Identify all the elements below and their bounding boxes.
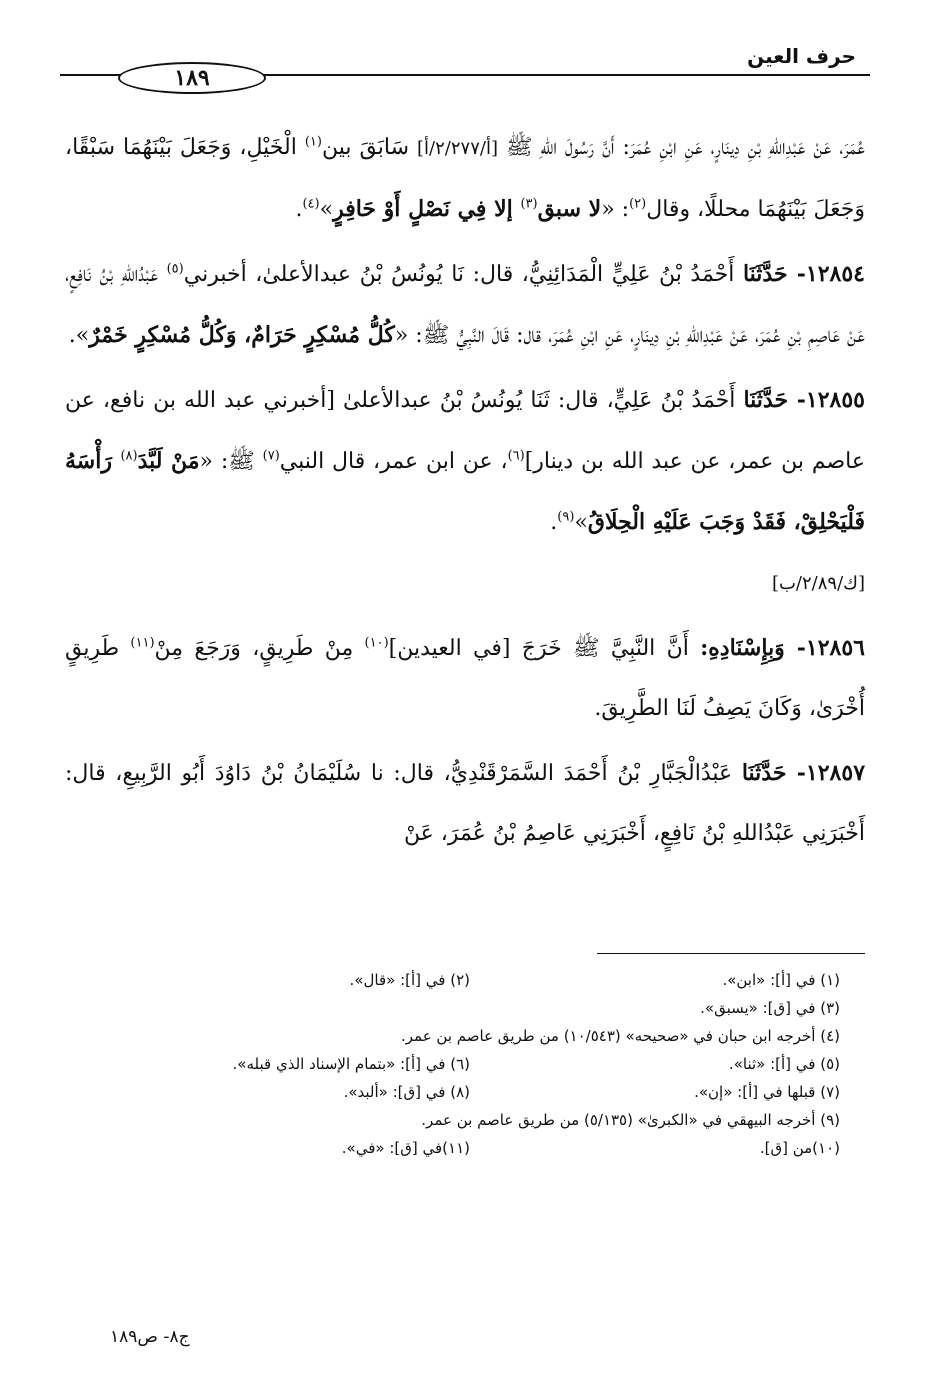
hadith-number: ١٢٨٥٤: [805, 261, 865, 287]
footnote-marker[interactable]: (٥): [166, 261, 184, 277]
chapter-title: حرف العين: [747, 44, 856, 68]
footnote-separator: [597, 953, 865, 954]
footnote-row: [140, 1078, 840, 1106]
manuscript-reference: [أ/٢/٢٧٧/أ]: [417, 138, 498, 159]
footnote-10: (١٠)من [ق].: [759, 1139, 840, 1157]
footnote-6: (٦) في [أ]: «بتمام الإسناد الذي قبله».: [232, 1055, 470, 1073]
main-text: [65, 118, 865, 864]
isnad-intro: - حَدَّثَنَا: [742, 261, 806, 287]
footnote-11: (١١)في [ق]: «في».: [341, 1139, 470, 1157]
text-run: .: [550, 510, 558, 535]
isnad-intro: - وَبِإِسْنَادِهِ:: [700, 635, 806, 661]
hadith-text: رَأْسَهُ فَلْيَحْلِقْ، فَقَدْ وَجَبَ عَلَيْهِ الْحِلَاقُ: [65, 448, 865, 535]
text-run: »: [574, 510, 588, 535]
text-run: سَابَقَ بين: [321, 135, 418, 160]
hadith-text: إلا فِي نَصْلٍ أَوْ حَافِرٍ: [333, 196, 521, 222]
hadith-text: مَنْ لَبَّدَ: [137, 448, 200, 474]
footnote-marker[interactable]: (٩): [557, 509, 575, 525]
footnote-5: (٥) في [أ]: «ثنا».: [728, 1055, 840, 1073]
hadith-12856: [65, 618, 865, 739]
manuscript-reference: [ك/٢/٨٩/ب]: [771, 573, 865, 594]
volume-page-footer: ج٨- ص١٨٩: [110, 1327, 190, 1347]
hadith-12857: [65, 743, 865, 864]
footnote-row: [140, 1050, 840, 1078]
footnote-row: [140, 1134, 840, 1162]
footnotes: [140, 966, 840, 1162]
hadith-text: لا سبق: [537, 196, 602, 222]
text-run: طَرِيقٍ أُخْرَىٰ، وَكَانَ يَصِفُ لَنَا الطَّرِيقَ.: [65, 636, 865, 721]
text-run: عَبْدُالْجَبَّارِ بْنُ أَحْمَدَ السَّمَرْقَنْدِيُّ، قال: نا سُلَيْمَانُ بْنُ دَاوُدَ أَبُو الرَّبِيعِ، قال: أَخْبَرَنِي عَبْدُاللهِ بْنُ نَافِعٍ، أَخْبَرَنِي عَاصِمُ بْنُ عُمَرَ، عَنْ: [65, 761, 865, 846]
footnote-1: (١) في [أ]: «ابن».: [722, 971, 840, 989]
footnote-4: (٤) أخرجه ابن حبان في «صحيحه» (١٠/٥٤٣) من طريق عاصم بن عمر.: [401, 1027, 840, 1045]
footnote-marker[interactable]: (٨): [120, 448, 138, 464]
text-run: عُمَرَ، عَنْ عَبْدِاللهِ بْنِ دِينَارٍ، عَنِ ابْنِ عُمَرَ: أَنَّ رَسُولَ اللهِ ﷺ: [497, 135, 865, 160]
text-run: عَبْدُاللهِ بْنُ نَافِعٍ، عَنْ عَاصِمِ بْنِ عُمَرَ، عَنْ عَبْدِاللهِ بْنِ دِينَارٍ، عَنِ ابْنِ عُمَرَ، قال: قَالَ النَّبِيُّ ﷺ: «: [65, 262, 865, 348]
text-run: أَحْمَدُ بْنُ عَلِيٍّ، قال: ثَنَا يُونُسُ بْنُ عبدالأعلىٰ [أخبرني عبد الله بن نافع، عن عاصم بن عمر، عن عبد الله بن دينار]: [65, 388, 866, 474]
hadith-12854: [65, 244, 865, 366]
footnote-9: (٩) أخرجه البيهقي في «الكبرىٰ» (٥/١٣٥) من طريق عاصم بن عمر.: [421, 1111, 840, 1129]
hadith-number: ١٢٨٥٧: [805, 760, 866, 786]
page-header: [60, 40, 870, 100]
text-run: ، عن ابن عمر، قال النبي: [279, 449, 508, 474]
text-run: .: [295, 197, 303, 222]
footnote-8: (٨) في [ق]: «ألبد».: [343, 1083, 470, 1101]
page-number-oval: ١٨٩: [118, 62, 266, 94]
isnad-intro: - حَدَّثَنَا: [743, 387, 806, 413]
footnote-marker[interactable]: (١): [304, 134, 322, 150]
hadith-text: كُلُّ مُسْكِرٍ حَرَامٌ، وَكُلُّ مُسْكِرٍ خَمْرٌ: [89, 322, 395, 348]
hadith-number: ١٢٨٥٥: [805, 387, 865, 413]
hadith-12855: [65, 370, 865, 614]
paragraph-continuation: [65, 118, 865, 240]
footnote-row: [140, 966, 840, 994]
text-run: أَحْمَدُ بْنُ عَلِيٍّ الْمَدَائِنِيُّ، قال: نَا يُونُسُ بْنُ عبدالأعلىٰ، أخبرني: [183, 262, 743, 287]
text-run: الْخَيْلِ، وَجَعَلَ بَيْنَهُمَا سَبْقًا، وَجَعَلَ بَيْنَهُمَا محللًا، وقال: [65, 135, 865, 222]
footnote-marker[interactable]: (٤): [302, 196, 320, 212]
footnote-marker[interactable]: (٦): [507, 448, 525, 464]
text-run: مِنْ طَرِيقٍ، وَرَجَعَ مِنْ: [154, 636, 365, 661]
text-run: »: [319, 197, 334, 222]
footnote-marker[interactable]: (٣): [520, 196, 538, 212]
footnote-7: (٧) قبلها في [أ]: «إن».: [694, 1083, 840, 1101]
footnote-2: (٢) في [أ]: «قال».: [349, 971, 470, 989]
hadith-number: ١٢٨٥٦: [805, 635, 865, 661]
footnote-marker[interactable]: (١١): [130, 635, 155, 651]
footnote-marker[interactable]: (١٠): [364, 635, 389, 651]
footnote-marker[interactable]: (٢): [629, 196, 647, 212]
text-run: ﷺ: «: [199, 449, 263, 474]
text-run: ».: [68, 323, 90, 348]
footnote-marker[interactable]: (٧): [262, 448, 280, 464]
text-run: أَنَّ النَّبِيَّ ﷺ خَرَجَ [في العيدين]: [388, 636, 701, 661]
isnad-intro: - حَدَّثَنَا: [741, 760, 806, 786]
text-run: : «: [601, 197, 630, 222]
footnote-3: (٣) في [ق]: «يسبق».: [700, 999, 840, 1017]
